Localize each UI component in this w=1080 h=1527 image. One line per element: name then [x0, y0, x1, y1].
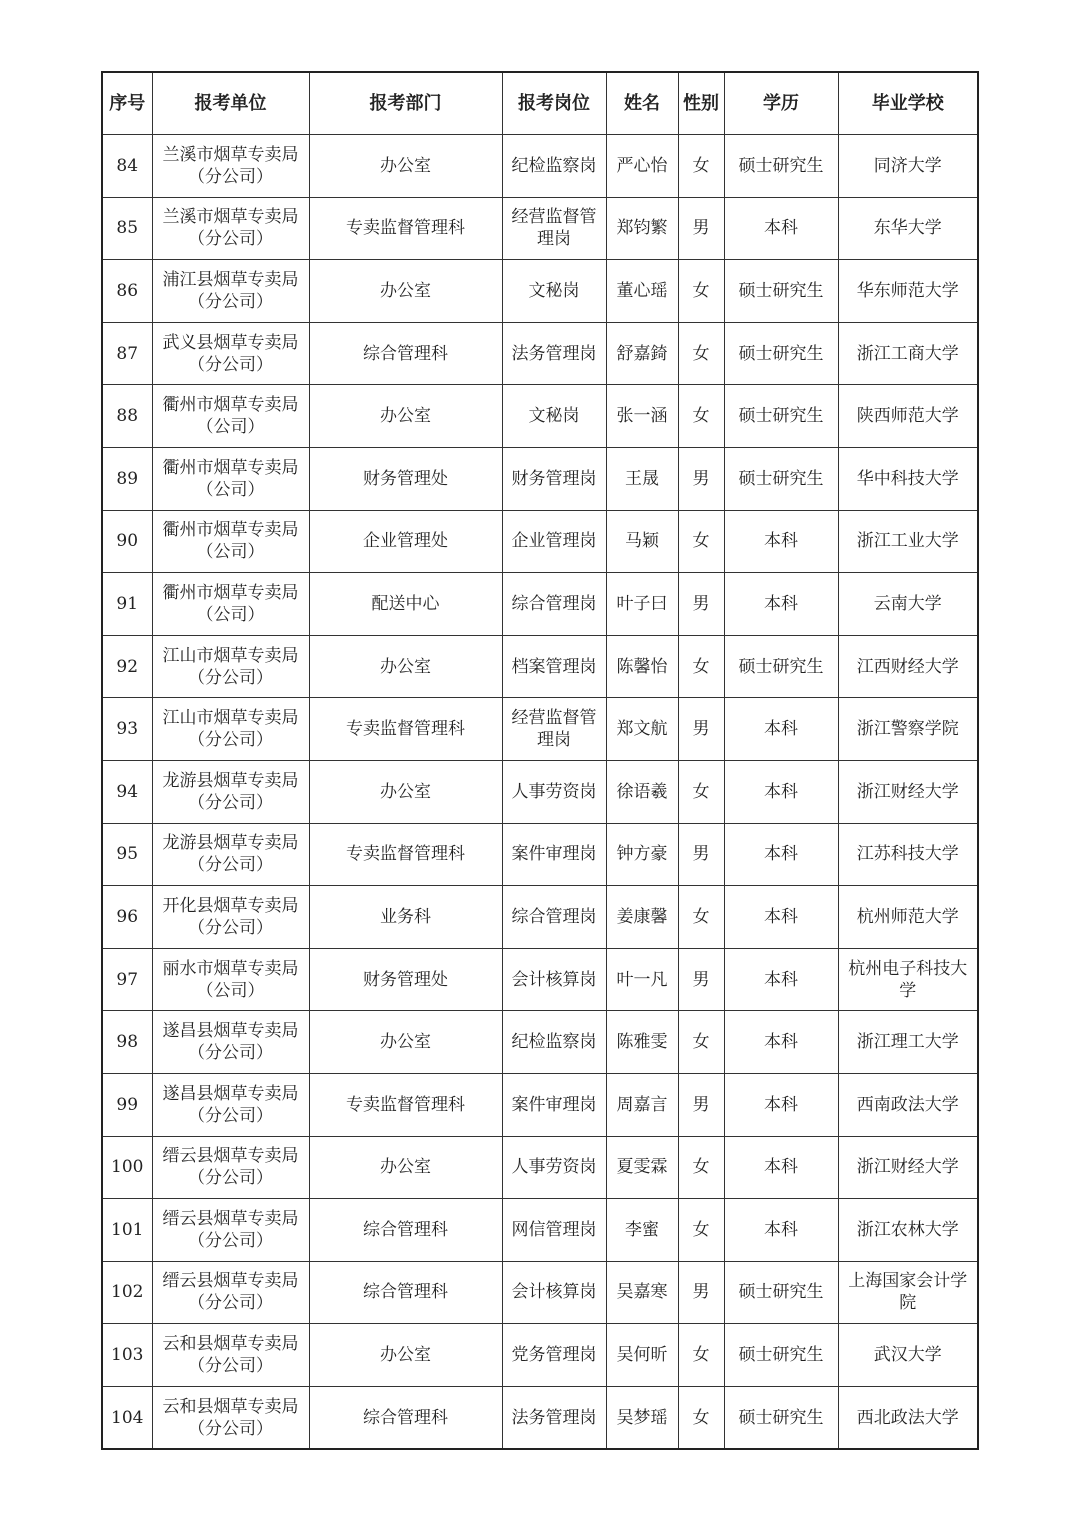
table-row [102, 322, 978, 385]
cell-school: 浙江警察学院 [838, 698, 978, 761]
table-row [102, 260, 978, 323]
cell-gender: 男 [678, 1261, 724, 1324]
cell-dept: 办公室 [309, 1136, 502, 1199]
cell-gender: 女 [678, 760, 724, 823]
cell-dept: 企业管理处 [309, 510, 502, 573]
cell-unit [152, 1073, 309, 1136]
table-row [102, 135, 978, 198]
cell-gender: 男 [678, 447, 724, 510]
cell-unit [152, 1136, 309, 1199]
table-row [102, 698, 978, 761]
cell-school: 江西财经大学 [838, 635, 978, 698]
cell-gender: 女 [678, 886, 724, 949]
cell-name: 张一涵 [606, 385, 678, 448]
cell-unit [152, 1199, 309, 1262]
cell-no: 94 [102, 760, 152, 823]
cell-dept: 综合管理科 [309, 1199, 502, 1262]
unit-name: 缙云县烟草专卖局 [162, 1146, 299, 1167]
cell-post: 人事劳资岗 [502, 1136, 606, 1199]
cell-dept: 专卖监督管理科 [309, 823, 502, 886]
cell-name: 郑钧繁 [606, 197, 678, 260]
cell-school: 浙江财经大学 [838, 760, 978, 823]
cell-edu: 硕士研究生 [724, 1386, 838, 1449]
cell-dept: 办公室 [309, 1324, 502, 1387]
cell-post: 经营监督管理岗 [502, 698, 606, 761]
table-row [102, 1261, 978, 1324]
cell-no: 89 [102, 447, 152, 510]
unit-name: 遂昌县烟草专卖局 [162, 1083, 299, 1104]
unit-name: 武义县烟草专卖局 [162, 332, 299, 353]
cell-post: 法务管理岗 [502, 1386, 606, 1449]
cell-name: 董心瑶 [606, 260, 678, 323]
cell-unit [152, 823, 309, 886]
cell-school: 西南政法大学 [838, 1073, 978, 1136]
cell-edu: 硕士研究生 [724, 322, 838, 385]
cell-gender: 女 [678, 1386, 724, 1449]
cell-post: 综合管理岗 [502, 886, 606, 949]
unit-name: 丽水市烟草专卖局 [162, 958, 299, 979]
cell-post: 案件审理岗 [502, 1073, 606, 1136]
cell-name: 吴嘉寒 [606, 1261, 678, 1324]
cell-school: 同济大学 [838, 135, 978, 198]
unit-suffix: （分公司） [188, 792, 273, 813]
cell-unit [152, 1386, 309, 1449]
unit-suffix: （公司） [196, 604, 265, 625]
cell-gender: 女 [678, 260, 724, 323]
table-row [102, 1386, 978, 1449]
cell-gender: 女 [678, 635, 724, 698]
unit-name: 江山市烟草专卖局 [162, 708, 299, 729]
table-row [102, 886, 978, 949]
unit-suffix: （公司） [196, 542, 265, 563]
cell-edu: 硕士研究生 [724, 635, 838, 698]
cell-gender: 女 [678, 1011, 724, 1074]
table-row [102, 447, 978, 510]
cell-school: 西北政法大学 [838, 1386, 978, 1449]
cell-unit [152, 135, 309, 198]
cell-gender: 男 [678, 948, 724, 1011]
cell-edu: 硕士研究生 [724, 447, 838, 510]
cell-no: 101 [102, 1199, 152, 1262]
unit-name: 浦江县烟草专卖局 [162, 269, 299, 290]
unit-suffix: （分公司） [188, 1168, 273, 1189]
cell-school: 东华大学 [838, 197, 978, 260]
cell-no: 99 [102, 1073, 152, 1136]
cell-school: 浙江工业大学 [838, 510, 978, 573]
cell-no: 102 [102, 1261, 152, 1324]
header-name: 姓名 [606, 72, 678, 135]
unit-name: 江山市烟草专卖局 [162, 645, 299, 666]
cell-edu: 本科 [724, 510, 838, 573]
table-row [102, 573, 978, 636]
cell-gender: 男 [678, 698, 724, 761]
cell-post: 法务管理岗 [502, 322, 606, 385]
cell-edu: 硕士研究生 [724, 385, 838, 448]
cell-school: 杭州师范大学 [838, 886, 978, 949]
table-row [102, 1073, 978, 1136]
unit-name: 衢州市烟草专卖局 [162, 395, 299, 416]
unit-suffix: （分公司） [188, 1356, 273, 1377]
cell-gender: 女 [678, 1324, 724, 1387]
cell-post: 党务管理岗 [502, 1324, 606, 1387]
cell-school: 华中科技大学 [838, 447, 978, 510]
cell-no: 90 [102, 510, 152, 573]
table-body [102, 135, 978, 1450]
cell-unit [152, 322, 309, 385]
unit-suffix: （分公司） [188, 855, 273, 876]
cell-gender: 男 [678, 197, 724, 260]
cell-school: 杭州电子科技大学 [838, 948, 978, 1011]
cell-name: 吴梦瑶 [606, 1386, 678, 1449]
cell-unit [152, 1324, 309, 1387]
unit-name: 缙云县烟草专卖局 [162, 1208, 299, 1229]
roster-table [101, 71, 979, 1450]
cell-school: 浙江农林大学 [838, 1199, 978, 1262]
unit-suffix: （分公司） [188, 166, 273, 187]
header-post: 报考岗位 [502, 72, 606, 135]
table-row [102, 1199, 978, 1262]
unit-name: 缙云县烟草专卖局 [162, 1271, 299, 1292]
cell-dept: 综合管理科 [309, 1386, 502, 1449]
header-dept: 报考部门 [309, 72, 502, 135]
cell-no: 93 [102, 698, 152, 761]
cell-no: 96 [102, 886, 152, 949]
cell-dept: 综合管理科 [309, 322, 502, 385]
cell-post: 网信管理岗 [502, 1199, 606, 1262]
cell-no: 97 [102, 948, 152, 1011]
cell-unit [152, 197, 309, 260]
unit-name: 龙游县烟草专卖局 [162, 770, 299, 791]
cell-edu: 本科 [724, 1073, 838, 1136]
cell-post: 综合管理岗 [502, 573, 606, 636]
cell-edu: 本科 [724, 698, 838, 761]
cell-dept: 财务管理处 [309, 948, 502, 1011]
cell-school: 武汉大学 [838, 1324, 978, 1387]
unit-name: 云和县烟草专卖局 [162, 1334, 299, 1355]
cell-post: 案件审理岗 [502, 823, 606, 886]
cell-school: 华东师范大学 [838, 260, 978, 323]
unit-name: 龙游县烟草专卖局 [162, 833, 299, 854]
cell-edu: 本科 [724, 1136, 838, 1199]
cell-post: 企业管理岗 [502, 510, 606, 573]
cell-no: 85 [102, 197, 152, 260]
cell-gender: 男 [678, 823, 724, 886]
cell-name: 严心怡 [606, 135, 678, 198]
cell-edu: 硕士研究生 [724, 1261, 838, 1324]
cell-unit [152, 573, 309, 636]
cell-name: 李蜜 [606, 1199, 678, 1262]
unit-name: 衢州市烟草专卖局 [162, 520, 299, 541]
table-row [102, 1011, 978, 1074]
unit-name: 云和县烟草专卖局 [162, 1396, 299, 1417]
header-gender: 性别 [678, 72, 724, 135]
cell-name: 徐语羲 [606, 760, 678, 823]
table-row [102, 1324, 978, 1387]
unit-suffix: （分公司） [188, 291, 273, 312]
table-row [102, 1136, 978, 1199]
cell-post: 会计核算岗 [502, 948, 606, 1011]
cell-school: 浙江理工大学 [838, 1011, 978, 1074]
table-row [102, 948, 978, 1011]
cell-unit [152, 447, 309, 510]
unit-suffix: （公司） [196, 479, 265, 500]
cell-dept: 配送中心 [309, 573, 502, 636]
cell-post: 人事劳资岗 [502, 760, 606, 823]
cell-edu: 本科 [724, 886, 838, 949]
cell-name: 马颖 [606, 510, 678, 573]
cell-name: 周嘉言 [606, 1073, 678, 1136]
cell-post: 档案管理岗 [502, 635, 606, 698]
cell-dept: 办公室 [309, 385, 502, 448]
table-header [102, 72, 978, 135]
cell-post: 财务管理岗 [502, 447, 606, 510]
cell-gender: 男 [678, 573, 724, 636]
cell-school: 浙江财经大学 [838, 1136, 978, 1199]
cell-edu: 本科 [724, 823, 838, 886]
cell-no: 103 [102, 1324, 152, 1387]
cell-school: 陕西师范大学 [838, 385, 978, 448]
table-row [102, 635, 978, 698]
cell-name: 郑文航 [606, 698, 678, 761]
header-no: 序号 [102, 72, 152, 135]
cell-gender: 男 [678, 1073, 724, 1136]
cell-unit [152, 886, 309, 949]
cell-unit [152, 1011, 309, 1074]
cell-no: 84 [102, 135, 152, 198]
cell-post: 纪检监察岗 [502, 135, 606, 198]
unit-suffix: （分公司） [188, 667, 273, 688]
table-row [102, 823, 978, 886]
header-school: 毕业学校 [838, 72, 978, 135]
cell-edu: 硕士研究生 [724, 260, 838, 323]
cell-gender: 女 [678, 385, 724, 448]
cell-no: 95 [102, 823, 152, 886]
cell-dept: 专卖监督管理科 [309, 1073, 502, 1136]
cell-no: 91 [102, 573, 152, 636]
cell-unit [152, 635, 309, 698]
cell-name: 叶一凡 [606, 948, 678, 1011]
cell-gender: 女 [678, 135, 724, 198]
cell-gender: 女 [678, 1136, 724, 1199]
cell-school: 江苏科技大学 [838, 823, 978, 886]
cell-post: 文秘岗 [502, 260, 606, 323]
cell-gender: 女 [678, 322, 724, 385]
unit-name: 衢州市烟草专卖局 [162, 582, 299, 603]
cell-post: 会计核算岗 [502, 1261, 606, 1324]
unit-suffix: （分公司） [188, 1043, 273, 1064]
cell-unit [152, 385, 309, 448]
cell-dept: 办公室 [309, 635, 502, 698]
cell-name: 叶子曰 [606, 573, 678, 636]
header-edu: 学历 [724, 72, 838, 135]
unit-suffix: （分公司） [188, 354, 273, 375]
cell-edu: 本科 [724, 1199, 838, 1262]
cell-no: 92 [102, 635, 152, 698]
cell-name: 王晟 [606, 447, 678, 510]
unit-name: 兰溪市烟草专卖局 [162, 207, 299, 228]
cell-dept: 专卖监督管理科 [309, 197, 502, 260]
cell-edu: 硕士研究生 [724, 135, 838, 198]
cell-school: 云南大学 [838, 573, 978, 636]
cell-name: 陈馨怡 [606, 635, 678, 698]
unit-name: 兰溪市烟草专卖局 [162, 144, 299, 165]
cell-school: 浙江工商大学 [838, 322, 978, 385]
header-unit: 报考单位 [152, 72, 309, 135]
cell-gender: 女 [678, 1199, 724, 1262]
cell-edu: 本科 [724, 760, 838, 823]
cell-dept: 专卖监督管理科 [309, 698, 502, 761]
cell-school: 上海国家会计学院 [838, 1261, 978, 1324]
cell-dept: 办公室 [309, 135, 502, 198]
cell-name: 陈雅雯 [606, 1011, 678, 1074]
cell-dept: 财务管理处 [309, 447, 502, 510]
cell-name: 钟方豪 [606, 823, 678, 886]
cell-unit [152, 510, 309, 573]
unit-suffix: （分公司） [188, 730, 273, 751]
cell-post: 文秘岗 [502, 385, 606, 448]
cell-edu: 本科 [724, 573, 838, 636]
table-row [102, 510, 978, 573]
cell-name: 吴何昕 [606, 1324, 678, 1387]
cell-unit [152, 1261, 309, 1324]
cell-name: 姜康馨 [606, 886, 678, 949]
cell-edu: 本科 [724, 948, 838, 1011]
unit-suffix: （分公司） [188, 917, 273, 938]
cell-edu: 硕士研究生 [724, 1324, 838, 1387]
unit-suffix: （公司） [196, 980, 265, 1001]
cell-dept: 办公室 [309, 260, 502, 323]
unit-suffix: （分公司） [188, 1293, 273, 1314]
table-row [102, 760, 978, 823]
cell-edu: 本科 [724, 1011, 838, 1074]
cell-gender: 女 [678, 510, 724, 573]
cell-dept: 办公室 [309, 1011, 502, 1074]
cell-post: 纪检监察岗 [502, 1011, 606, 1074]
cell-edu: 本科 [724, 197, 838, 260]
table-row [102, 197, 978, 260]
cell-post: 经营监督管理岗 [502, 197, 606, 260]
unit-suffix: （分公司） [188, 1418, 273, 1439]
unit-name: 遂昌县烟草专卖局 [162, 1021, 299, 1042]
cell-dept: 办公室 [309, 760, 502, 823]
cell-no: 100 [102, 1136, 152, 1199]
unit-suffix: （分公司） [188, 1230, 273, 1251]
cell-no: 87 [102, 322, 152, 385]
cell-unit [152, 948, 309, 1011]
unit-name: 衢州市烟草专卖局 [162, 457, 299, 478]
unit-suffix: （分公司） [188, 229, 273, 250]
cell-unit [152, 698, 309, 761]
unit-name: 开化县烟草专卖局 [162, 895, 299, 916]
cell-name: 夏雯霖 [606, 1136, 678, 1199]
cell-name: 舒嘉錡 [606, 322, 678, 385]
cell-no: 98 [102, 1011, 152, 1074]
cell-dept: 业务科 [309, 886, 502, 949]
unit-suffix: （分公司） [188, 1105, 273, 1126]
unit-suffix: （公司） [196, 417, 265, 438]
cell-unit [152, 760, 309, 823]
cell-no: 86 [102, 260, 152, 323]
cell-dept: 综合管理科 [309, 1261, 502, 1324]
table-row [102, 385, 978, 448]
cell-no: 88 [102, 385, 152, 448]
cell-unit [152, 260, 309, 323]
cell-no: 104 [102, 1386, 152, 1449]
